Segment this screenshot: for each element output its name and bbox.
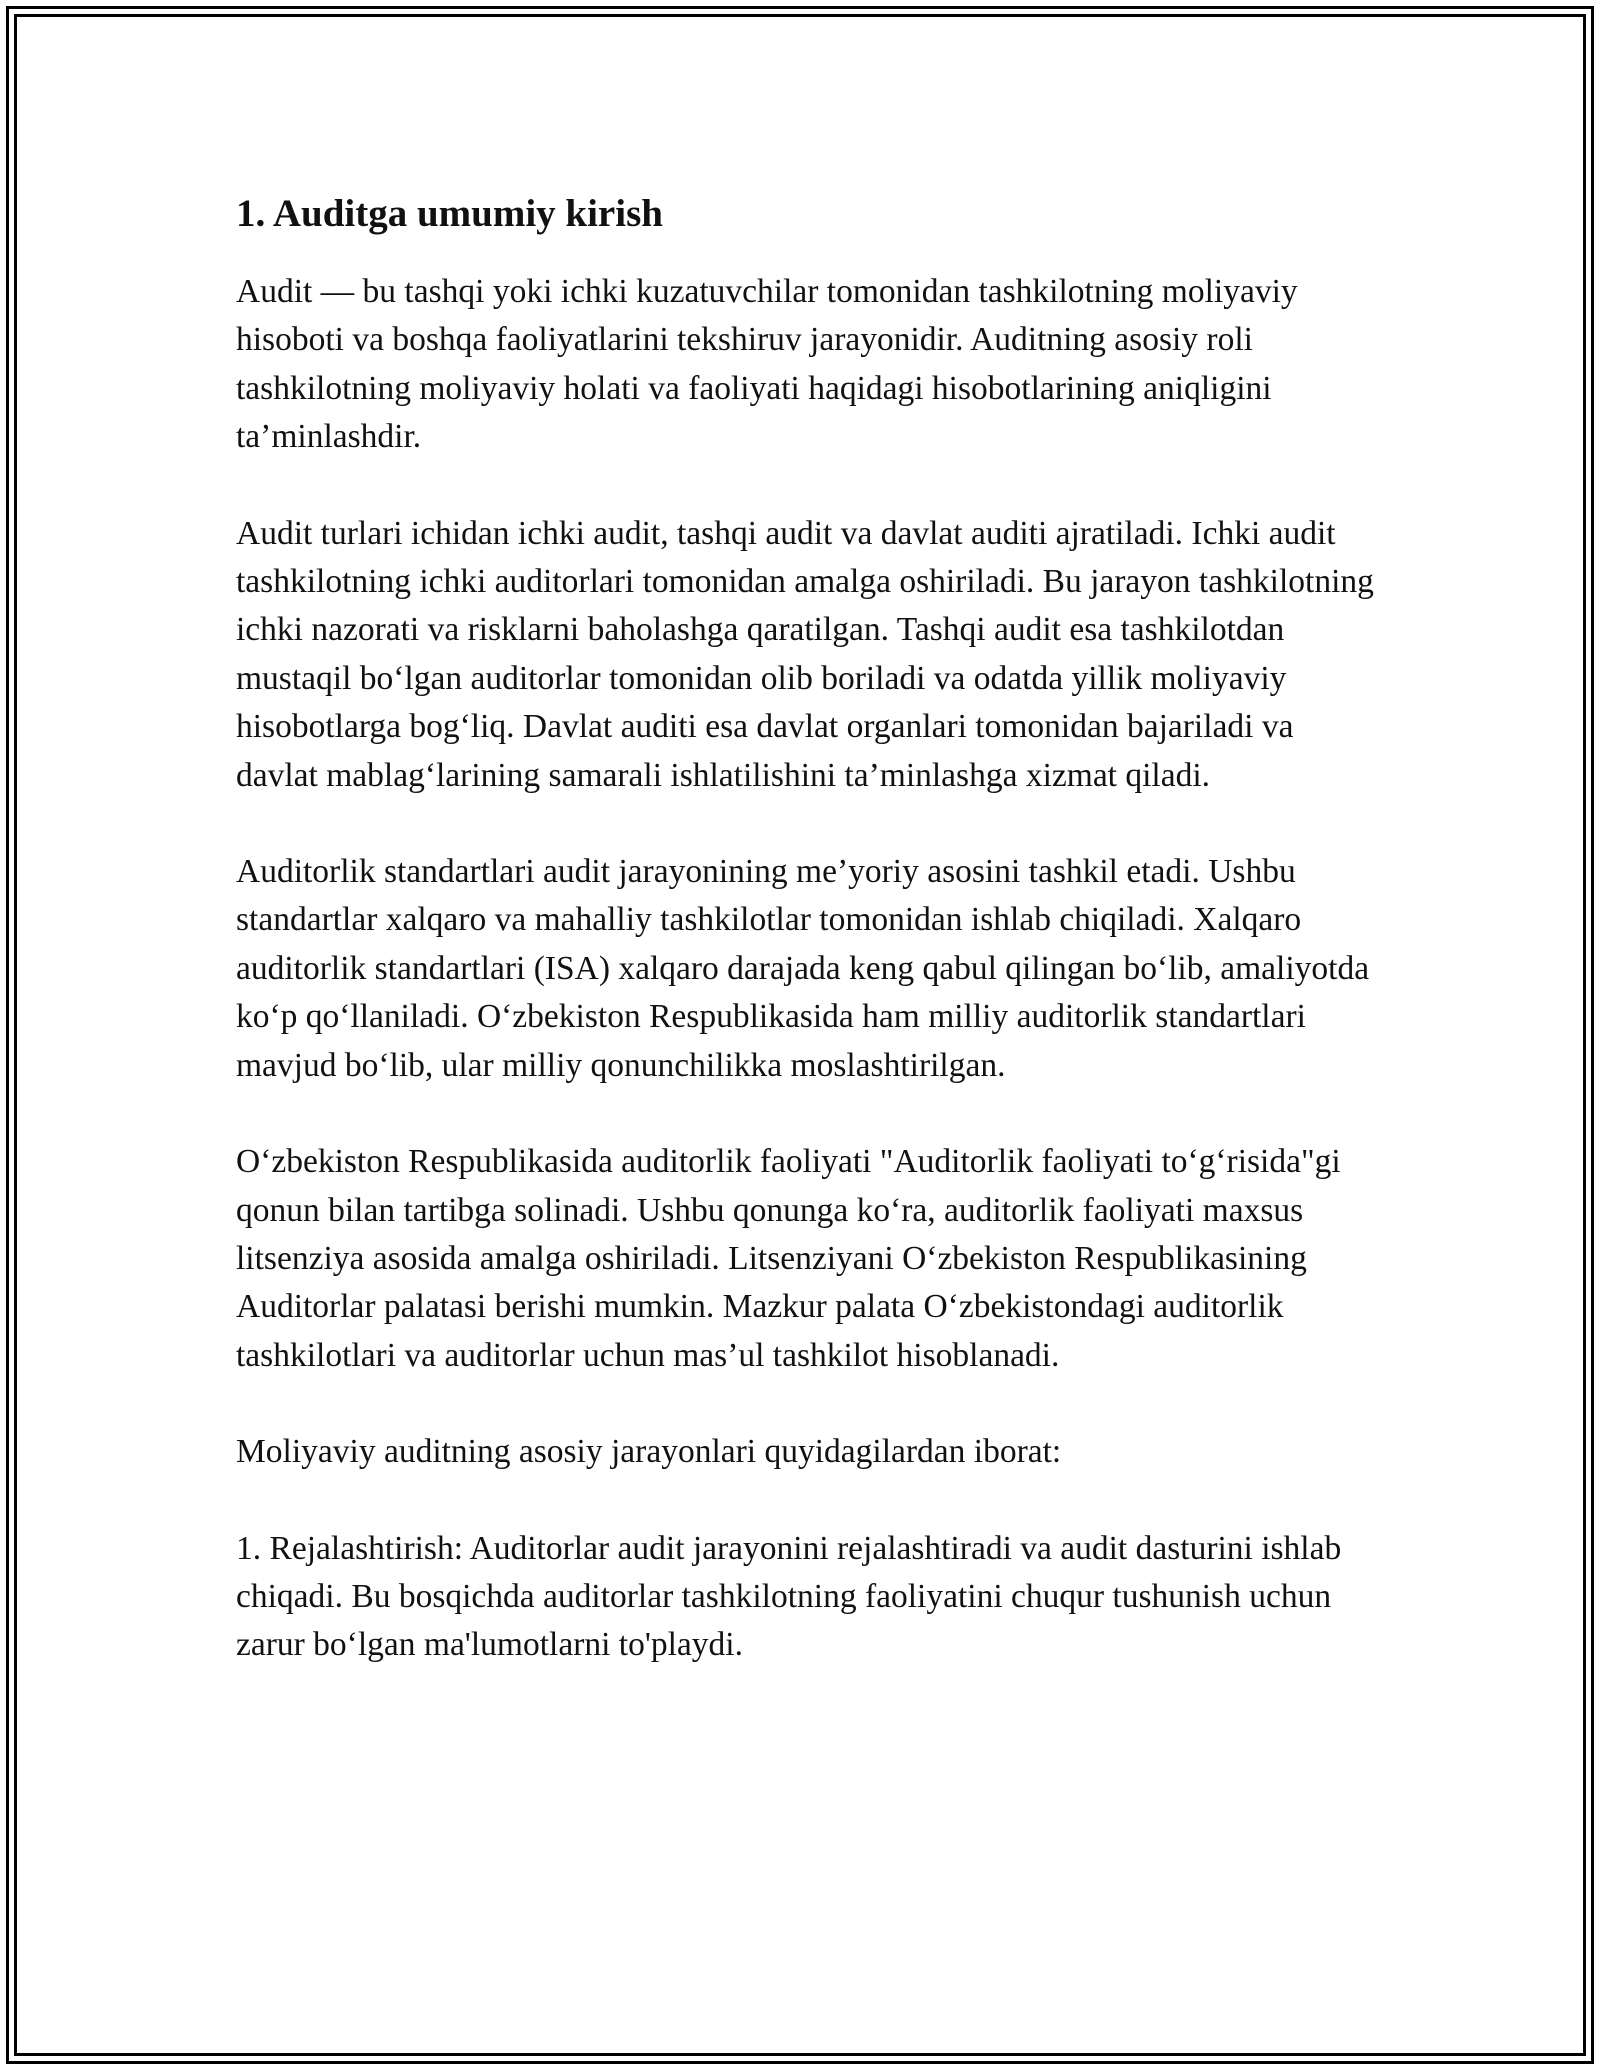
paragraph-planning-step: 1. Rejalashtirish: Auditorlar audit jarayonini rejalashtiradi va audit dasturini ishlab chiqadi. Bu bosqichda auditorlar tashkilotning faoliyatini chuqur tushunish uchun zarur bo‘lgan ma'lumotlarni to'playdi. xyxy=(236,1529,1342,1664)
paragraph-audit-definition: Audit — bu tashqi yoki ichki kuzatuvchilar tomonidan tashkilotning moliyaviy hisoboti va boshqa faoliyatlarini tekshiruv jarayonidir. Auditning asosiy roli tashkilotning moliyaviy holati va faoliyati haqidagi hisobotlarining aniqligini ta’minlashdir. xyxy=(236,273,1298,456)
paragraph-process-intro: Moliyaviy auditning asosiy jarayonlari quyidagilardan iborat: xyxy=(236,1433,1062,1471)
paragraph-audit-types: Audit turlari ichidan ichki audit, tashqi audit va davlat auditi ajratiladi. Ichki audit tashkilotning ichki auditorlari tomonidan amalga oshiriladi. Bu jarayon tashkilotning ichki nazorati va risklarni baholashga qaratilgan. Tashqi audit esa tashkilotdan mustaqil bo‘lgan auditorlar tomonidan olib boriladi va odatda yillik moliyaviy hisobotlarga bog‘liq. Davlat auditi esa davlat organlari tomonidan bajariladi va davlat mablag‘larining samarali ishlatilishini ta’minlashga xizmat qiladi. xyxy=(236,514,1374,794)
document-body xyxy=(236,186,1376,1670)
paragraph-audit-standards: Auditorlik standartlari audit jarayonining me’yoriy asosini tashkil etadi. Ushbu standartlar xalqaro va mahalliy tashkilotlar tomonidan ishlab chiqiladi. Xalqaro auditorlik standartlari (ISA) xalqaro darajada keng qabul qilingan bo‘lib, amaliyotda ko‘p qo‘llaniladi. O‘zbekiston Respublikasida ham milliy auditorlik standartlari mavjud bo‘lib, ular milliy qonunchilikka moslashtirilgan. xyxy=(236,853,1370,1084)
paragraph-legal-basis: O‘zbekiston Respublikasida auditorlik faoliyati "Auditorlik faoliyati to‘g‘risida"gi qonun bilan tartibga solinadi. Ushbu qonunga ko‘ra, auditorlik faoliyati maxsus litsenziya asosida amalga oshiriladi. Litsenziyani O‘zbekiston Respublikasining Auditorlar palatasi berishi mumkin. Mazkur palata O‘zbekistondagi auditorlik tashkilotlari va auditorlar uchun mas’ul tashkilot hisoblanadi. xyxy=(236,1143,1341,1374)
section-heading: 1. Auditga umumiy kirish xyxy=(236,192,663,235)
